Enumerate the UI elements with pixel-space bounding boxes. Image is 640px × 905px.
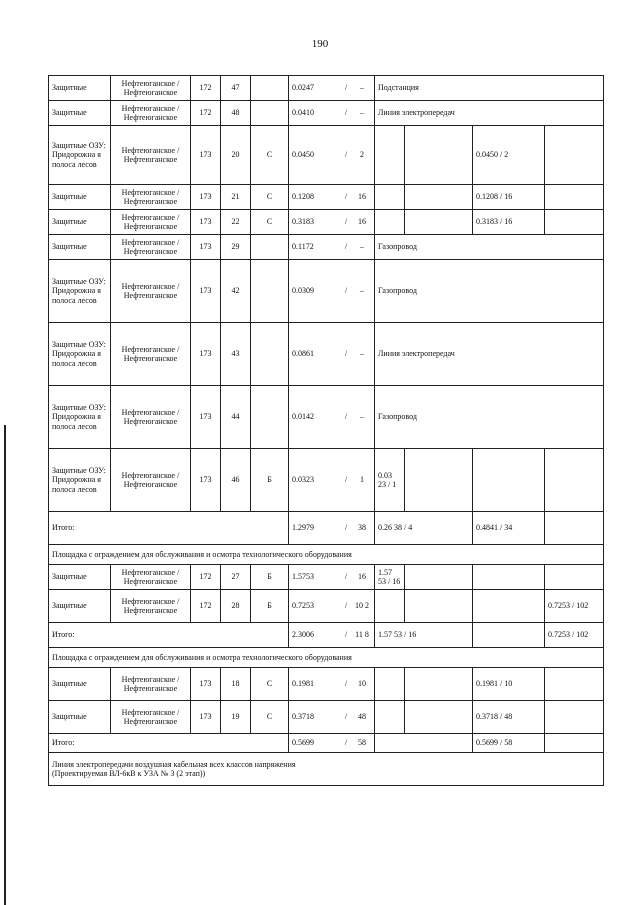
quarter-cell: 173 [191, 235, 221, 260]
table-row [49, 126, 604, 185]
type-cell: С [251, 126, 289, 185]
area-value: 2.3006 [292, 630, 314, 640]
area-split [292, 475, 371, 484]
area-cell [289, 512, 375, 545]
slash-separator: / [344, 412, 348, 422]
quarter-cell: 173 [191, 386, 221, 449]
total-row [49, 623, 604, 648]
slash-separator: / [344, 679, 348, 689]
quarter-cell: 172 [191, 590, 221, 623]
table-row [49, 668, 604, 701]
area-split [292, 217, 371, 226]
type-cell: С [251, 701, 289, 734]
area-cell [289, 323, 375, 386]
col-8-cell [405, 449, 473, 512]
quarter-cell: 173 [191, 210, 221, 235]
quarter-cell: 172 [191, 101, 221, 126]
slash-separator: / [344, 108, 348, 118]
type-cell [251, 235, 289, 260]
slash-separator: / [344, 523, 348, 533]
slash-separator: / [344, 83, 348, 93]
purpose-cell: Подстанция [375, 76, 604, 101]
allotment-cell: 48 [221, 101, 251, 126]
slash-separator: / [344, 712, 348, 722]
count-value: 10 [358, 679, 366, 689]
count-value: 38 [358, 523, 366, 533]
land-plots-table [48, 75, 604, 786]
category-cell: Защитные ОЗУ: Придорожна я полоса лесов [49, 260, 111, 323]
allotment-cell: 44 [221, 386, 251, 449]
category-cell: Защитные [49, 701, 111, 734]
area-value: 0.0450 [292, 150, 314, 160]
table-row [49, 701, 604, 734]
purpose-cell: Газопровод [375, 235, 604, 260]
total-label: Итого: [49, 734, 289, 753]
count-value: 48 [358, 712, 366, 722]
area-split [292, 601, 371, 610]
area-value: 0.5699 [292, 738, 314, 748]
quarter-cell: 173 [191, 449, 221, 512]
quarter-cell: 173 [191, 260, 221, 323]
col-9-cell: 0.1208 / 16 [473, 185, 545, 210]
col-10-cell [545, 449, 604, 512]
col-9-cell [473, 590, 545, 623]
count-value: 11 8 [355, 630, 369, 640]
forestry-cell: Нефтеюганское / Нефтеюганское [111, 668, 191, 701]
col-9-cell: 0.0450 / 2 [473, 126, 545, 185]
slash-separator: / [344, 242, 348, 252]
allotment-cell: 47 [221, 76, 251, 101]
table-row [49, 185, 604, 210]
type-cell [251, 101, 289, 126]
category-cell: Защитные [49, 76, 111, 101]
col-7-cell [375, 185, 405, 210]
type-cell: Б [251, 565, 289, 590]
category-cell: Защитные [49, 590, 111, 623]
slash-separator: / [344, 349, 348, 359]
table-row [49, 210, 604, 235]
slash-separator: / [344, 192, 348, 202]
col-7-cell [375, 210, 405, 235]
type-cell [251, 323, 289, 386]
category-cell: Защитные [49, 210, 111, 235]
area-split [292, 108, 371, 117]
area-cell [289, 701, 375, 734]
allotment-cell: 46 [221, 449, 251, 512]
slash-separator: / [344, 475, 348, 485]
col-10-cell [545, 210, 604, 235]
allotment-cell: 43 [221, 323, 251, 386]
area-cell [289, 210, 375, 235]
area-cell [289, 565, 375, 590]
forestry-cell: Нефтеюганское / Нефтеюганское [111, 260, 191, 323]
allotment-cell: 18 [221, 668, 251, 701]
slash-separator: / [344, 630, 348, 640]
area-cell [289, 668, 375, 701]
col-9-cell: 0.5699 / 58 [473, 734, 545, 753]
area-cell [289, 590, 375, 623]
quarter-cell: 172 [191, 76, 221, 101]
slash-separator: / [344, 601, 348, 611]
table-row [49, 260, 604, 323]
quarter-cell: 172 [191, 565, 221, 590]
area-value: 0.1208 [292, 192, 314, 202]
type-cell [251, 386, 289, 449]
col-8-cell [405, 668, 473, 701]
purpose-cell: Линия электропередач [375, 323, 604, 386]
area-value: 0.1172 [292, 242, 314, 252]
total-label: Итого: [49, 623, 289, 648]
col-8-cell [405, 565, 473, 590]
count-value: – [360, 83, 364, 93]
area-value: 1.2979 [292, 523, 314, 533]
table-row [49, 101, 604, 126]
allotment-cell: 28 [221, 590, 251, 623]
area-split [292, 150, 371, 159]
slash-separator: / [344, 217, 348, 227]
area-split [292, 630, 371, 639]
quarter-cell: 173 [191, 668, 221, 701]
area-value: 0.0323 [292, 475, 314, 485]
count-value: 10 2 [355, 601, 369, 611]
forestry-cell: Нефтеюганское / Нефтеюганское [111, 101, 191, 126]
category-cell: Защитные ОЗУ: Придорожна я полоса лесов [49, 323, 111, 386]
col-8-cell [405, 126, 473, 185]
count-value: – [360, 286, 364, 296]
table-row [49, 76, 604, 101]
section-header-row [49, 753, 604, 786]
category-cell: Защитные [49, 101, 111, 126]
count-value: – [360, 349, 364, 359]
section-header-row [49, 648, 604, 668]
area-cell [289, 449, 375, 512]
forestry-cell: Нефтеюганское / Нефтеюганское [111, 210, 191, 235]
forestry-cell: Нефтеюганское / Нефтеюганское [111, 126, 191, 185]
type-cell: С [251, 210, 289, 235]
col-10-cell [545, 668, 604, 701]
forestry-cell: Нефтеюганское / Нефтеюганское [111, 76, 191, 101]
area-cell [289, 734, 375, 753]
section-title [49, 753, 604, 786]
forestry-cell: Нефтеюганское / Нефтеюганское [111, 386, 191, 449]
area-value: 0.7253 [292, 601, 314, 611]
allotment-cell: 19 [221, 701, 251, 734]
col-10-cell [545, 185, 604, 210]
area-cell [289, 260, 375, 323]
type-cell: С [251, 185, 289, 210]
category-cell: Защитные [49, 668, 111, 701]
col-7-cell [375, 126, 405, 185]
count-value: 1 [360, 475, 364, 485]
forestry-cell: Нефтеюганское / Нефтеюганское [111, 323, 191, 386]
purpose-cell: Газопровод [375, 386, 604, 449]
allotment-cell: 29 [221, 235, 251, 260]
col-8-cell [405, 590, 473, 623]
col-7-cell [375, 668, 405, 701]
total-label: Итого: [49, 512, 289, 545]
section-line-2: (Проектируемая ВЛ-6кВ к УЗА № 3 (2 этап)) [52, 769, 206, 778]
section-title: Площадка с ограждением для обслуживания и осмотра технологического оборудования [49, 648, 604, 668]
col-9-cell [473, 623, 545, 648]
col-7-cell [375, 590, 405, 623]
col-7-cell: 0.26 38 / 4 [375, 512, 473, 545]
table-row [49, 590, 604, 623]
area-split [292, 83, 371, 92]
count-value: – [360, 108, 364, 118]
forestry-cell: Нефтеюганское / Нефтеюганское [111, 185, 191, 210]
slash-separator: / [344, 738, 348, 748]
area-split [292, 712, 371, 721]
area-cell [289, 185, 375, 210]
area-cell [289, 76, 375, 101]
scan-edge-mark [4, 425, 6, 905]
count-value: 16 [358, 192, 366, 202]
col-8-cell [405, 185, 473, 210]
page-number: 190 [311, 38, 329, 50]
forestry-cell: Нефтеюганское / Нефтеюганское [111, 565, 191, 590]
count-value: 58 [358, 738, 366, 748]
col-7-cell: 1.57 53 / 16 [375, 623, 473, 648]
section-title: Площадка с ограждением для обслуживания и осмотра технологического оборудования [49, 545, 604, 565]
category-cell: Защитные [49, 185, 111, 210]
section-line-1: Линия электропередачи воздушная кабельная всех классов напряжения [52, 759, 296, 769]
purpose-cell: Линия электропередач [375, 101, 604, 126]
area-value: 0.0142 [292, 412, 314, 422]
allotment-cell: 27 [221, 565, 251, 590]
area-cell [289, 235, 375, 260]
table-row [49, 386, 604, 449]
slash-separator: / [344, 572, 348, 582]
col-10-cell [545, 512, 604, 545]
type-cell [251, 260, 289, 323]
area-cell [289, 126, 375, 185]
area-split [292, 192, 371, 201]
total-row [49, 734, 604, 753]
col-9-cell: 0.3183 / 16 [473, 210, 545, 235]
table-row [49, 565, 604, 590]
category-cell: Защитные ОЗУ: Придорожна я полоса лесов [49, 126, 111, 185]
col-7-cell: 1.57 53 / 16 [375, 565, 405, 590]
area-cell [289, 101, 375, 126]
count-value: – [360, 242, 364, 252]
count-value: 16 [358, 572, 366, 582]
count-value: 2 [360, 150, 364, 160]
col-8-cell [405, 210, 473, 235]
col-9-cell [473, 449, 545, 512]
table-row [49, 449, 604, 512]
table-row [49, 235, 604, 260]
slash-separator: / [344, 150, 348, 160]
area-split [292, 523, 371, 532]
count-value: 16 [358, 217, 366, 227]
area-value: 0.0247 [292, 83, 314, 93]
col-7-cell [375, 734, 473, 753]
area-value: 0.3183 [292, 217, 314, 227]
area-value: 0.0861 [292, 349, 314, 359]
area-value: 0.0410 [292, 108, 314, 118]
col-10-cell: 0.7253 / 102 [545, 590, 604, 623]
area-split [292, 242, 371, 251]
type-cell: Б [251, 449, 289, 512]
col-10-cell [545, 701, 604, 734]
allotment-cell: 21 [221, 185, 251, 210]
quarter-cell: 173 [191, 185, 221, 210]
area-value: 0.1981 [292, 679, 314, 689]
col-7-cell [375, 701, 405, 734]
section-header-row [49, 545, 604, 565]
quarter-cell: 173 [191, 126, 221, 185]
area-split [292, 349, 371, 358]
type-cell: С [251, 668, 289, 701]
area-split [292, 738, 371, 747]
area-cell [289, 623, 375, 648]
forestry-cell: Нефтеюганское / Нефтеюганское [111, 449, 191, 512]
col-8-cell [405, 701, 473, 734]
type-cell: Б [251, 590, 289, 623]
count-value: – [360, 412, 364, 422]
area-value: 0.0309 [292, 286, 314, 296]
col-9-cell: 0.3718 / 48 [473, 701, 545, 734]
col-9-cell: 0.1981 / 10 [473, 668, 545, 701]
area-value: 1.5753 [292, 572, 314, 582]
slash-separator: / [344, 286, 348, 296]
area-split [292, 572, 371, 581]
area-split [292, 412, 371, 421]
col-10-cell [545, 565, 604, 590]
col-7-cell: 0.03 23 / 1 [375, 449, 405, 512]
total-row [49, 512, 604, 545]
category-cell: Защитные ОЗУ: Придорожна я полоса лесов [49, 449, 111, 512]
area-value: 0.3718 [292, 712, 314, 722]
allotment-cell: 20 [221, 126, 251, 185]
category-cell: Защитные ОЗУ: Придорожна я полоса лесов [49, 386, 111, 449]
category-cell: Защитные [49, 565, 111, 590]
table-body [49, 76, 604, 786]
forestry-cell: Нефтеюганское / Нефтеюганское [111, 701, 191, 734]
forestry-cell: Нефтеюганское / Нефтеюганское [111, 235, 191, 260]
col-9-cell: 0.4841 / 34 [473, 512, 545, 545]
purpose-cell: Газопровод [375, 260, 604, 323]
col-10-cell [545, 126, 604, 185]
area-cell [289, 386, 375, 449]
col-10-cell: 0.7253 / 102 [545, 623, 604, 648]
category-cell: Защитные [49, 235, 111, 260]
area-split [292, 679, 371, 688]
col-10-cell [545, 734, 604, 753]
area-split [292, 286, 371, 295]
forestry-cell: Нефтеюганское / Нефтеюганское [111, 590, 191, 623]
table-row [49, 323, 604, 386]
allotment-cell: 42 [221, 260, 251, 323]
type-cell [251, 76, 289, 101]
quarter-cell: 173 [191, 701, 221, 734]
col-9-cell [473, 565, 545, 590]
quarter-cell: 173 [191, 323, 221, 386]
allotment-cell: 22 [221, 210, 251, 235]
